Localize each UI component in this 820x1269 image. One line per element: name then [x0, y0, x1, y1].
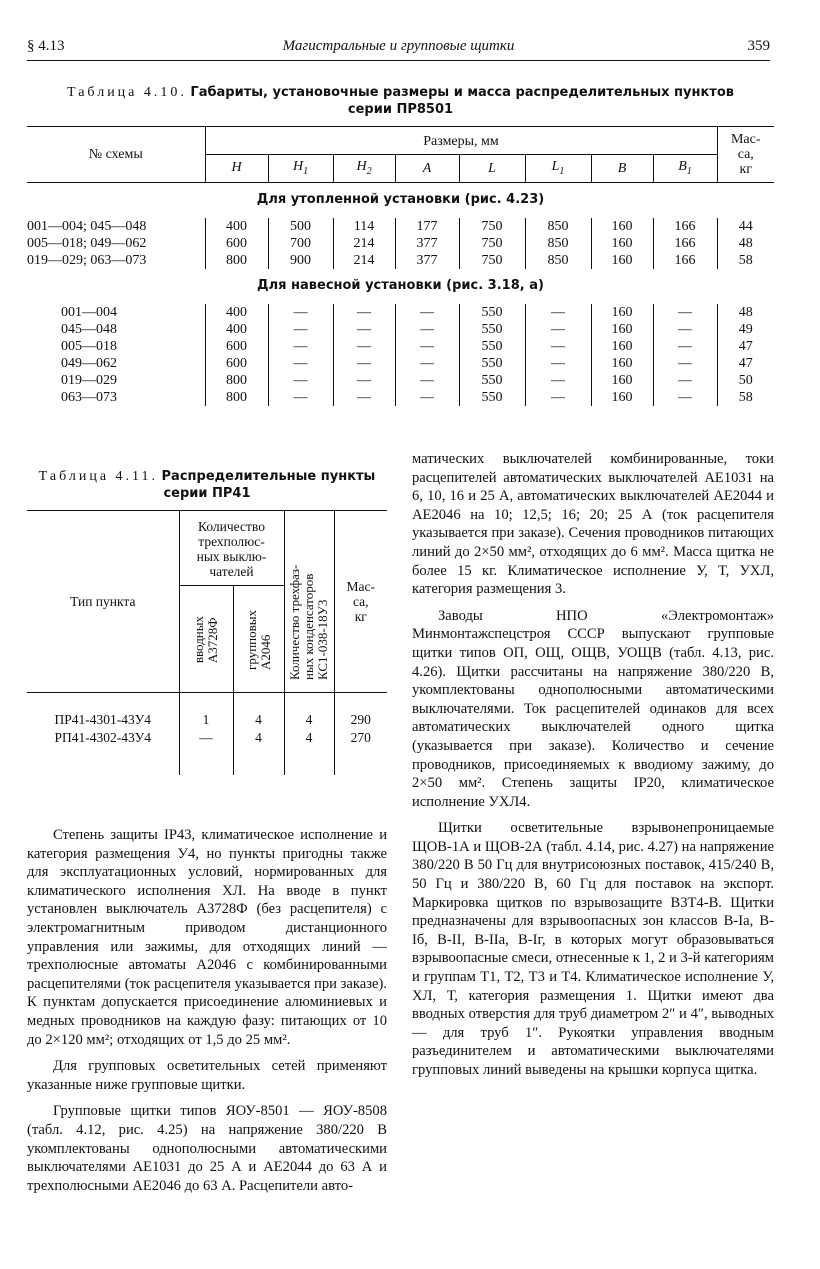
- table-cell: 270: [334, 729, 387, 747]
- table-cell: —: [268, 389, 333, 406]
- table-cell: 800: [205, 389, 268, 406]
- right-column-text: [412, 450, 774, 1080]
- header-rule: [27, 60, 770, 61]
- col-h1: $H_1$: [268, 155, 333, 183]
- table-cell: 400: [205, 321, 268, 338]
- table-cell: 214: [333, 252, 395, 269]
- paragraph: Для групповых осветительных сетей применяют указанные ниже групповые щитки.: [27, 1058, 387, 1093]
- table-cell: —: [333, 304, 395, 321]
- table-cell: —: [395, 355, 459, 372]
- table-cell: 600: [205, 338, 268, 355]
- table-cell: 850: [525, 218, 591, 235]
- table-row: [27, 235, 774, 252]
- section-wall-mount: Для навесной установки (рис. 3.18, а): [257, 278, 544, 293]
- rows-flush-mount: [27, 218, 774, 269]
- col-mass: Мас- са, кг: [717, 127, 774, 183]
- table-cell: —: [333, 372, 395, 389]
- table-cell: 600: [205, 235, 268, 252]
- table-row: [27, 389, 774, 406]
- table-cell: —: [525, 355, 591, 372]
- table-cell: 377: [395, 235, 459, 252]
- table-cell: 1: [179, 711, 233, 729]
- table-cell: 400: [205, 304, 268, 321]
- table-row: [27, 711, 387, 729]
- table-cell: —: [333, 389, 395, 406]
- section-number: § 4.13: [27, 38, 65, 54]
- table-4-11-caption: Таблица 4.11. Распределительные пункты серии ПР41: [38, 469, 376, 501]
- table-cell: 114: [333, 218, 395, 235]
- table-cell: —: [653, 372, 717, 389]
- table-cell: 550: [459, 304, 525, 321]
- table-cell: 550: [459, 355, 525, 372]
- table-4-10: [27, 126, 774, 406]
- table-cell: 160: [591, 218, 653, 235]
- table-row: [27, 218, 774, 235]
- table-cell: —: [653, 355, 717, 372]
- col-b1: $B_1$: [653, 155, 717, 183]
- table-cell: —: [333, 355, 395, 372]
- col-h2: $H_2$: [333, 155, 395, 183]
- col-l1: $L_1$: [525, 155, 591, 183]
- table-cell: —: [653, 321, 717, 338]
- table-cell: 4: [233, 711, 284, 729]
- table-cell: —: [395, 304, 459, 321]
- table-cell: 550: [459, 338, 525, 355]
- table-cell: —: [395, 321, 459, 338]
- col-a: A: [395, 155, 459, 183]
- rows-411: [27, 711, 387, 747]
- table-cell: 160: [591, 235, 653, 252]
- table-4-11: [27, 510, 387, 775]
- table-cell: 019—029: [61, 373, 117, 388]
- table-cell: 58: [717, 389, 774, 406]
- table-cell: ПР41-4301-43У4: [54, 711, 152, 727]
- col-caps: Количество трехфаз- ных конденсаторов КС1-038-18У3: [284, 511, 334, 693]
- paragraph: Степень защиты IP43, климатическое исполнение и категория размещения У4, но пункты пригодны также для эксплуатационных условий, нормированных для климатического исполнения ХЛ. На вводе в пункт установлен выключатель А3728Ф (без расцепителя) с электромагнитным приводом дистанционного управления или зажимы, для отходящих линий — трехполюсные автоматы А2046 с комбинированными расцепителями (ток расцепителя указывается при заказе). К пунктам допускается присоединение алюминиевых и медных проводников на каждую фазу: питающих от 10 до 2×120 мм²; отходящих от 1,5 до 25 мм².: [27, 827, 387, 1048]
- table-cell: —: [268, 304, 333, 321]
- table-cell: РП41-4302-43У4: [54, 729, 152, 745]
- table-cell: 800: [205, 372, 268, 389]
- table-row: [27, 252, 774, 269]
- running-title: Магистральные и групповые щитки: [282, 38, 515, 54]
- table-row: [27, 304, 774, 321]
- table-cell: —: [525, 338, 591, 355]
- table-cell: 160: [591, 321, 653, 338]
- table-row: [27, 321, 774, 338]
- table-cell: —: [333, 321, 395, 338]
- left-column-text: [27, 826, 387, 1195]
- table-cell: —: [333, 338, 395, 355]
- table-cell: 160: [591, 304, 653, 321]
- paragraph: матических выключателей комбинированные, токи расцепителей автоматических выключателей АЕ1031 на 6, 10, 16 и 25 А, автоматических выключателей АЕ2044 и АЕ2046 на 10; 12,5; 16; 20; 25 А (ток расцепителя указывается при заказе). Сечения проводников питающих линий до 2×50 мм², отходящих до 6 мм². Масса щитка не более 15 кг. Климатическое исполнение У, Т, УХЛ, категория размещения 3.: [412, 451, 774, 598]
- table-cell: 500: [268, 218, 333, 235]
- table-cell: 400: [205, 218, 268, 235]
- col-type: Тип пункта: [27, 511, 179, 693]
- table-cell: 063—073: [61, 390, 117, 405]
- table-cell: 850: [525, 235, 591, 252]
- table-cell: —: [395, 372, 459, 389]
- table-cell: 800: [205, 252, 268, 269]
- table-cell: 005—018: [61, 339, 117, 354]
- table-cell: —: [525, 304, 591, 321]
- table-cell: 166: [653, 218, 717, 235]
- table-cell: 550: [459, 372, 525, 389]
- table-cell: 019—029; 063—073: [27, 253, 147, 268]
- table-cell: 4: [284, 711, 334, 729]
- table-row: [27, 372, 774, 389]
- col-qty: Количество трехполюс- ных выклю- чателей: [179, 511, 284, 586]
- table-cell: 700: [268, 235, 333, 252]
- col-mass-411: Мас- са, кг: [334, 511, 387, 693]
- table-cell: —: [395, 338, 459, 355]
- table-cell: 47: [717, 338, 774, 355]
- col-input: вводных А3728Ф: [179, 586, 233, 693]
- table-cell: 48: [717, 304, 774, 321]
- table-cell: 49: [717, 321, 774, 338]
- col-dims: Размеры, мм: [205, 127, 717, 155]
- paragraph: Групповые щитки типов ЯОУ-8501 — ЯОУ-8508 (табл. 4.12, рис. 4.25) на напряжение 380/220 В укомплектованы однополюсными автоматическими выключателями АЕ1031 до 25 А и АЕ2044 до 63 А и трехполюсными АЕ2046 до 63 А. Расцепители авто-: [27, 1103, 387, 1194]
- table-cell: —: [653, 338, 717, 355]
- table-cell: 045—048: [61, 322, 117, 337]
- table-cell: 750: [459, 218, 525, 235]
- table-cell: 160: [591, 338, 653, 355]
- running-header: [27, 38, 770, 60]
- table-row: [27, 338, 774, 355]
- paragraph: Щитки осветительные взрывонепроницаемые ЩОВ-1А и ЩОВ-2А (табл. 4.14, рис. 4.27) на напряжение 380/220 В 50 Гц для внутрисоюзных поставок, 415/240 В, 50 Гц и 380/220 В, 60 Гц для поставок на экспорт. Маркировка щитков по взрывозащите В3Т4-В. Щитки предназначены для взрывоопасных зон классов В-Iа, В-Iб, В-II, В-IIа, В-Iг, в которых могут образовываться взрывоопасные смеси, отнесенные к 1, 2 и 3-й категориям и группам Т1, Т2, Т3 и Т4. Климатическое исполнение У, ХЛ, Т, категория размещения 1. Щитки имеют два вводных отверстия для труб диаметром 2″ и 4″, выводных — для труб 1″. Рукоятки управления вводным разъединителем и автоматическими выключателями групповых линий выведены на крышки корпуса щитка.: [412, 820, 774, 1078]
- table-cell: 001—004: [61, 305, 117, 320]
- table-cell: 001—004; 045—048: [27, 219, 147, 234]
- rows-wall-mount: [27, 304, 774, 406]
- table-cell: 58: [717, 252, 774, 269]
- col-h: H: [205, 155, 268, 183]
- table-row: [27, 729, 387, 747]
- table-cell: 600: [205, 355, 268, 372]
- table-cell: 48: [717, 235, 774, 252]
- table-cell: 50: [717, 372, 774, 389]
- table-cell: 47: [717, 355, 774, 372]
- table-cell: 290: [334, 711, 387, 729]
- col-group: групповых А2046: [233, 586, 284, 693]
- table-cell: 160: [591, 252, 653, 269]
- table-cell: 750: [459, 252, 525, 269]
- table-cell: 900: [268, 252, 333, 269]
- table-4-10-caption: Таблица 4.10. Габариты, установочные размеры и масса распределительных пунктов серии ПР8501: [67, 85, 734, 117]
- col-b: B: [591, 155, 653, 183]
- section-flush-mount: Для утопленной установки (рис. 4.23): [256, 192, 545, 207]
- table-cell: 160: [591, 389, 653, 406]
- table-cell: —: [268, 338, 333, 355]
- table-cell: —: [653, 389, 717, 406]
- table-cell: 005—018; 049—062: [27, 236, 147, 251]
- table-cell: 550: [459, 389, 525, 406]
- table-cell: 377: [395, 252, 459, 269]
- table-cell: 166: [653, 252, 717, 269]
- table-cell: —: [525, 372, 591, 389]
- table-cell: 049—062: [61, 356, 117, 371]
- table-cell: 160: [591, 372, 653, 389]
- col-l: L: [459, 155, 525, 183]
- table-cell: —: [268, 321, 333, 338]
- table-cell: 166: [653, 235, 717, 252]
- table-cell: 4: [284, 729, 334, 747]
- table-cell: 550: [459, 321, 525, 338]
- table-cell: —: [525, 389, 591, 406]
- table-cell: 177: [395, 218, 459, 235]
- table-cell: 850: [525, 252, 591, 269]
- col-scheme: № схемы: [27, 127, 205, 183]
- page-number: 359: [747, 38, 770, 54]
- table-cell: —: [268, 372, 333, 389]
- table-cell: —: [395, 389, 459, 406]
- table-cell: —: [525, 321, 591, 338]
- table-cell: 214: [333, 235, 395, 252]
- table-cell: —: [653, 304, 717, 321]
- table-row: [27, 355, 774, 372]
- table-cell: 4: [233, 729, 284, 747]
- table-cell: 750: [459, 235, 525, 252]
- table-cell: 44: [717, 218, 774, 235]
- table-cell: —: [268, 355, 333, 372]
- table-cell: —: [179, 729, 233, 747]
- paragraph: Заводы НПО «Электромонтаж» Минмонтажспецстроя СССР выпускают групповые щитки типов ОП, ОЩ, ОЩВ, УОЩВ (табл. 4.13, рис. 4.26). Щитки рассчитаны на напряжение 380/220 В, укомплектованы однополюсными автоматическими выключателями. Ток расцепителей одинаков для всех автоматических выключателей одного щитка (указывается при заказе). Количество и сечение проводников, присоединяемых к вводиому зажиму, до 2×50 мм². Степень защиты IP20, климатическое исполнение УХЛ4.: [412, 607, 774, 810]
- table-cell: 160: [591, 355, 653, 372]
